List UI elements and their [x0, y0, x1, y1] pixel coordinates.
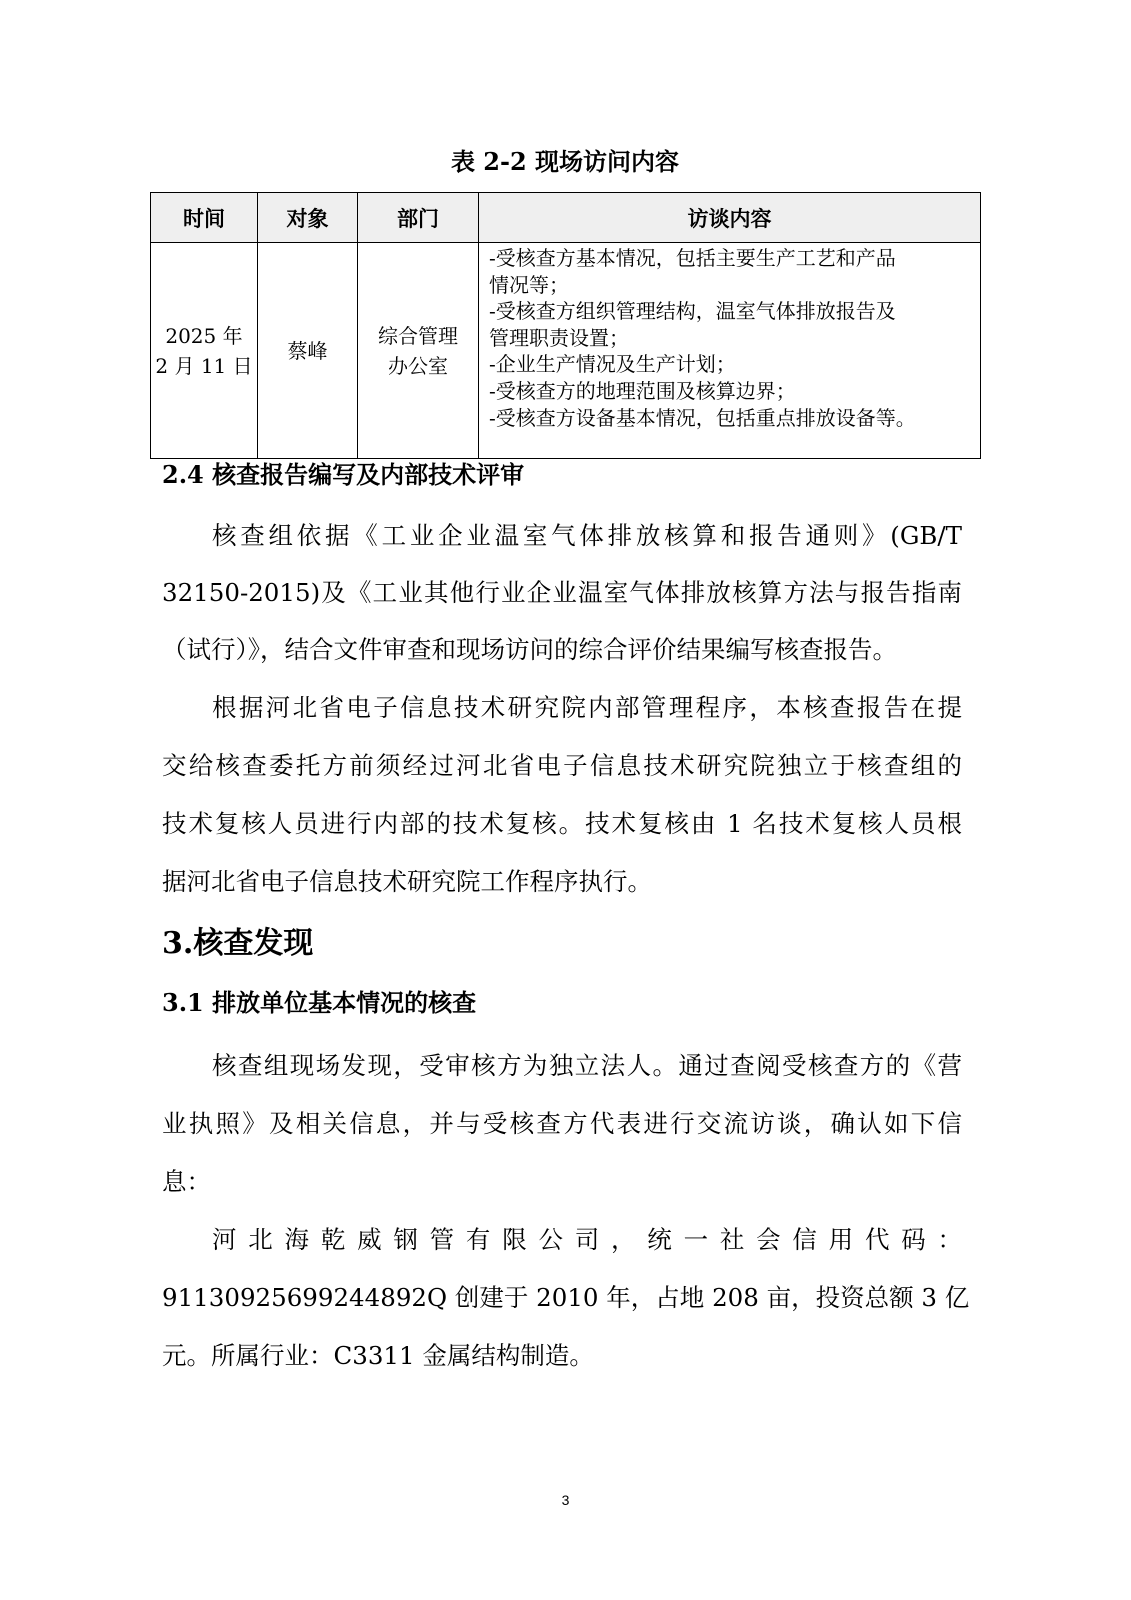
content-line: -受核查方基本情况，包括主要生产工艺和产品 — [489, 246, 896, 270]
header-dept: 部门 — [358, 193, 479, 243]
paragraph-line: 据河北省电子信息技术研究院工作程序执行。 — [162, 867, 652, 896]
section-2-4-heading: 2.4 核查报告编写及内部技术评审 — [162, 460, 525, 489]
cell-person: 蔡峰 — [258, 243, 358, 459]
paragraph-line: 业执照》及相关信息，并与受核查方代表进行交流访谈，确认如下信 — [162, 1109, 962, 1138]
table-row — [151, 243, 981, 459]
paragraph-line: 32150-2015)及《工业其他行业企业温室气体排放核算方法与报告指南 — [162, 578, 962, 607]
table-caption: 表 2-2 现场访问内容 — [450, 147, 680, 176]
paragraph-line: 核查组现场发现，受审核方为独立法人。通过查阅受核查方的《营 — [212, 1051, 962, 1080]
paragraph-line: 交给核查委托方前须经过河北省电子信息技术研究院独立于核查组的 — [162, 751, 962, 780]
time-line-2: 2 月 11 日 — [155, 353, 253, 378]
paragraph-line: 根据河北省电子信息技术研究院内部管理程序，本核查报告在提 — [212, 693, 962, 722]
header-time: 时间 — [151, 193, 258, 243]
paragraph-line: 元。所属行业：C3311 金属结构制造。 — [162, 1341, 594, 1370]
paragraph-line: 技术复核人员进行内部的技术复核。技术复核由 1 名技术复核人员根 — [162, 809, 962, 838]
content-line: -受核查方设备基本情况，包括重点排放设备等。 — [489, 405, 916, 430]
table-header-row — [151, 193, 981, 243]
content-line: 管理职责设置； — [489, 325, 629, 350]
content-line: 情况等； — [489, 272, 569, 297]
dept-line-1: 综合管理 — [378, 323, 458, 348]
content-line: -受核查方的地理范围及核算边界； — [489, 378, 796, 403]
content-line: -受核查方组织管理结构，温室气体排放报告及 — [489, 299, 896, 324]
content-line: -企业生产情况及生产计划； — [489, 352, 736, 377]
section-3-1-heading: 3.1 排放单位基本情况的核查 — [162, 988, 477, 1017]
site-visit-table — [150, 192, 981, 459]
dept-line-2: 办公室 — [388, 353, 448, 378]
paragraph-line: 91130925699244892Q 创建于 2010 年，占地 208 亩，投资总额 3 亿 — [162, 1283, 970, 1312]
cell-time — [151, 243, 258, 459]
paragraph-line: 河北海乾威钢管有限公司，统一社会信用代码： — [212, 1225, 962, 1254]
paragraph-line: 息： — [162, 1167, 211, 1196]
page-number: 3 — [561, 1492, 570, 1508]
section-3-heading: 3.核查发现 — [162, 926, 314, 961]
header-person: 对象 — [258, 193, 358, 243]
paragraph-line: 核查组依据《工业企业温室气体排放核算和报告通则》(GB/T — [212, 521, 962, 550]
cell-dept — [358, 243, 479, 459]
cell-content — [479, 243, 981, 459]
paragraph-line: （试行）》，结合文件审查和现场访问的综合评价结果编写核查报告。 — [162, 635, 897, 664]
time-line-1: 2025 年 — [165, 323, 243, 348]
header-content: 访谈内容 — [479, 193, 981, 243]
